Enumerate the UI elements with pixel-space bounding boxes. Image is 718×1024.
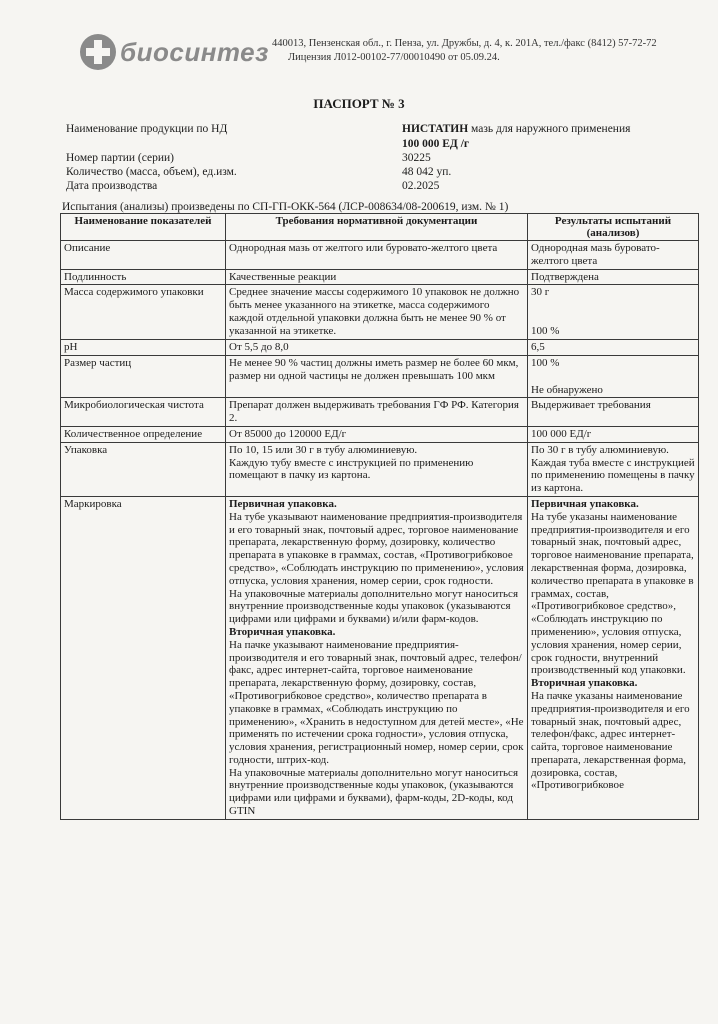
row-requirement: От 5,5 до 8,0	[226, 339, 528, 355]
table-row	[61, 241, 699, 270]
production-date-label: Дата производства	[66, 180, 158, 192]
company-address: 440013, Пензенская обл., г. Пенза, ул. Дружбы, д. 4, к. 201А, тел./факс (8412) 57-72-72	[272, 38, 657, 49]
result-value: 100 %	[531, 356, 560, 369]
product-label: Наименование продукции по НД	[66, 123, 228, 135]
requirement-para: На пачке указывают наименование предприятия-производителя и его товарный знак, почтовый адрес, телефон/факс, адрес интернет-сайта, торговое наименование препарата, лекарственную форму, дозировку, состав, «Противогрибковое средство», количество препарата в упаковке в граммах, «Соблюдать инструкцию по применению», «Хранить в недоступном для детей месте», «Не применять по истечении срока годности», условия отпуска, условия хранения, регистрационный номер, номер серии, срок годности, штрих-код.	[229, 638, 524, 766]
table-row	[61, 269, 699, 285]
batch-label: Номер партии (серии)	[66, 152, 174, 164]
row-result	[528, 496, 699, 819]
results-table	[60, 213, 699, 820]
table-row	[61, 285, 699, 340]
row-name: Количественное определение	[61, 426, 226, 442]
product-name	[402, 123, 630, 136]
table-row	[61, 442, 699, 496]
result-value: 30 г	[531, 286, 550, 299]
product-dosage: 100 000 ЕД /г	[402, 138, 470, 150]
company-logo	[80, 30, 280, 74]
requirement-para: На упаковочные материалы дополнительно могут наноситься внутренние производственные коды упаковок, (указываются цифрами или цифрами и буквами), фарм-коды, 2D-коды, код GTIN	[229, 766, 519, 818]
result-subtitle: Вторичная упаковка.	[531, 677, 638, 690]
row-name: Маркировка	[61, 496, 226, 819]
row-name: Упаковка	[61, 442, 226, 496]
cross-logo-icon	[80, 34, 116, 70]
row-result: 6,5	[528, 339, 699, 355]
batch-value: 30225	[402, 152, 431, 164]
row-requirement	[226, 442, 528, 496]
column-header-requirements: Требования нормативной документации	[226, 214, 528, 241]
result-subtitle: Первичная упаковка.	[531, 497, 639, 510]
table-header-row	[61, 214, 699, 241]
requirement-para: На тубе указывают наименование предприятия-производителя и его товарный знак, почтовый адрес, торговое наименование препарата, лекарственную форму, дозировку, количество препарата в упаковке в граммах, состав, «Противогрибковое средство», «Соблюдать инструкцию по применению», условия отпуска, условия хранения, номер серии, срок годности.	[229, 510, 524, 587]
tests-standard-line: Испытания (анализы) произведены по СП-ГП-ОКК-564 (ЛСР-008634/08-200619, изм. № 1)	[62, 201, 509, 213]
row-result	[528, 355, 699, 398]
company-license: Лицензия Л012-00102-77/00010490 от 05.09.24.	[288, 52, 500, 63]
row-name: Микробиологическая чистота	[61, 398, 226, 427]
row-result: Подтверждена	[528, 269, 699, 285]
document-title: ПАСПОРТ № 3	[313, 96, 405, 111]
requirement-subtitle: Вторичная упаковка.	[229, 625, 336, 638]
row-result: 100 000 ЕД/г	[528, 426, 699, 442]
row-result	[528, 442, 699, 496]
row-name: pH	[61, 339, 226, 355]
row-requirement: Не менее 90 % частиц должны иметь размер не более 60 мкм, размер ни одной частицы не должен превышать 100 мкм	[226, 355, 528, 398]
result-para: На пачке указаны наименование предприятия-производителя и его товарный знак, почтовый адрес, телефон/факс, адрес интернет-сайта, торговое наименование препарата, лекарственная форма, дозировка, состав, «Противогрибковое	[531, 689, 690, 792]
row-name: Подлинность	[61, 269, 226, 285]
table-row	[61, 496, 699, 819]
row-requirement: Однородная мазь от желтого или буровато-желтого цвета	[226, 241, 528, 270]
table-row	[61, 339, 699, 355]
column-header-results: Результаты испытаний (анализов)	[528, 214, 699, 241]
row-name: Масса содержимого упаковки	[61, 285, 226, 340]
row-result	[528, 285, 699, 340]
result-value: Не обнаружено	[531, 383, 603, 396]
logo-text: биосинтез	[120, 36, 269, 67]
table-row	[61, 426, 699, 442]
row-name: Описание	[61, 241, 226, 270]
row-requirement: Среднее значение массы содержимого 10 упаковок не должно быть менее указанного на этикетке, масса содержимого каждой отдельной упаковки должна быть не менее 90 % от указанной на этикетке.	[226, 285, 528, 340]
requirement-para: Каждую тубу вместе с инструкцией по применению помещают в пачку из картона.	[229, 456, 474, 482]
row-name: Размер частиц	[61, 355, 226, 398]
quantity-value: 48 042 уп.	[402, 166, 452, 178]
quantity-label: Количество (масса, объем), ед.изм.	[66, 166, 237, 178]
production-date-value: 02.2025	[402, 180, 440, 192]
row-requirement: Качественные реакции	[226, 269, 528, 285]
row-requirement	[226, 496, 528, 819]
result-para: По 30 г в тубу алюминиевую.	[531, 443, 669, 456]
product-name-rest: мазь для наружного применения	[468, 123, 631, 135]
table-row	[61, 355, 699, 398]
product-name-bold: НИСТАТИН	[402, 123, 469, 135]
company-info	[272, 37, 702, 65]
row-requirement: Препарат должен выдерживать требования ГФ РФ. Категория 2.	[226, 398, 528, 427]
result-para: Каждая туба вместе с инструкцией по применению помещены в пачку из картона.	[531, 456, 695, 495]
row-result: Выдерживает требования	[528, 398, 699, 427]
row-requirement: От 85000 до 120000 ЕД/г	[226, 426, 528, 442]
result-value: 100 %	[531, 325, 560, 338]
requirement-subtitle: Первичная упаковка.	[229, 497, 337, 510]
column-header-indicator: Наименование показателей	[61, 214, 226, 241]
row-result: Однородная мазь буровато-желтого цвета	[528, 241, 699, 270]
result-para: На тубе указаны наименование предприятия-производителя и его товарный знак, почтовый адрес, торговое наименование препарата, лекарственная форма, дозировка, количество препарата в упаковке в граммах, состав, «Противогрибковое средство», «Соблюдать инструкцию по применению», условия отпуска, условия хранения, номер серии, срок годности, внутренний производственный код упаковки.	[531, 510, 694, 677]
requirement-para: По 10, 15 или 30 г в тубу алюминиевую.	[229, 443, 418, 456]
table-row	[61, 398, 699, 427]
requirement-para: На упаковочные материалы дополнительно могут наноситься внутренние производственные коды упаковок (указываются цифрами или цифрами и буквами) и/или фарм-кодов.	[229, 587, 519, 626]
